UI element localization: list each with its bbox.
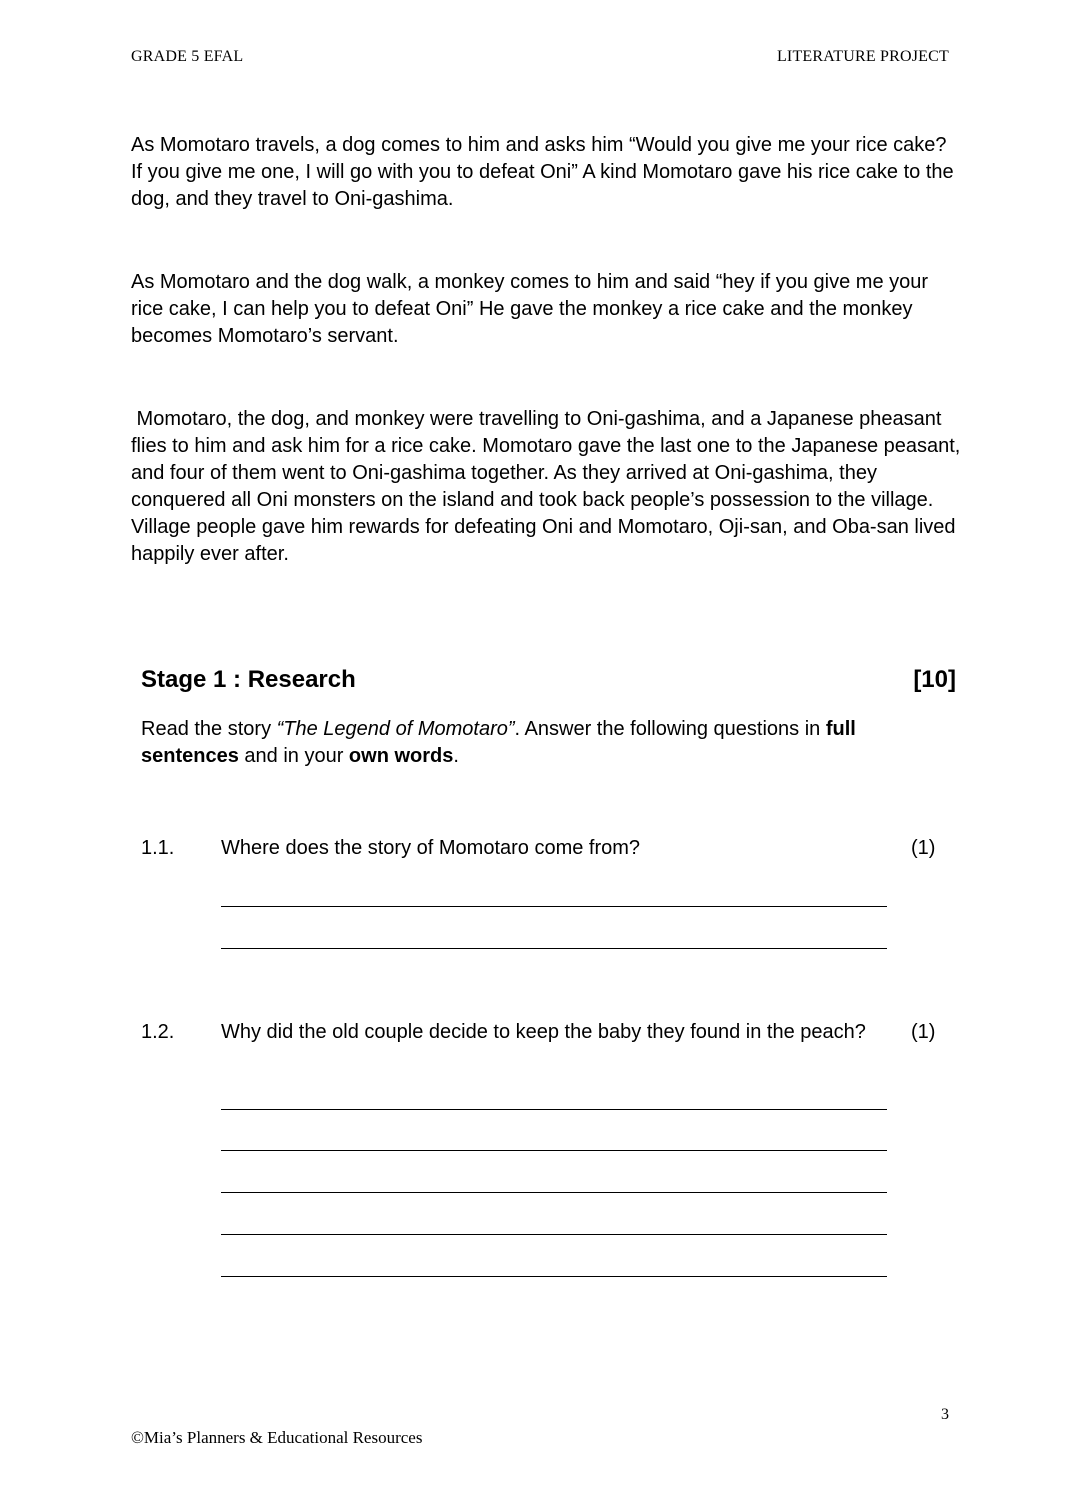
question-2-answer-line-1[interactable] (221, 1109, 887, 1110)
header-project-title: LITERATURE PROJECT (776, 48, 949, 65)
page-number: 3 (941, 1406, 949, 1423)
instructions-emphasis-own-words: own words (348, 745, 454, 767)
instructions-text-2: . Answer the following questions in (514, 718, 826, 740)
stage-instructions (141, 716, 921, 770)
question-2-answer-line-3[interactable] (221, 1192, 887, 1193)
question-1-answer-line-2[interactable] (221, 948, 887, 949)
story-paragraph-3: Momotaro, the dog, and monkey were travelling to Oni-gashima, and a Japanese pheasant flies to him and ask him for a rice cake. Momotaro gave the last one to the Japanese peasant, and four of them went to Oni-gashima together. As they arrived at Oni-gashima, they conquered all Oni monsters on the island and took back people’s possession to the village. Village people gave him rewards for defeating Oni and Momotaro, Oji-san, and Oba-san lived happily ever after. (131, 408, 961, 565)
stage-title: Stage 1 : Research (141, 666, 356, 693)
stage-total-marks: [10] (913, 666, 956, 693)
question-1-text: Where does the story of Momotaro come from? (221, 837, 641, 859)
question-2-answer-line-2[interactable] (221, 1150, 887, 1151)
question-1-marks: (1) (911, 837, 936, 859)
header-grade: GRADE 5 EFAL (131, 48, 244, 65)
instructions-text-4: . (453, 745, 459, 767)
instructions-text-1: Read the story (141, 718, 277, 740)
question-1-number: 1.1. (141, 837, 175, 859)
question-2-number: 1.2. (141, 1021, 175, 1043)
footer-copyright: ©Mia’s Planners & Educational Resources (131, 1428, 423, 1447)
question-2-answer-line-5[interactable] (221, 1276, 887, 1277)
story-paragraph-1: As Momotaro travels, a dog comes to him and asks him “Would you give me your rice cake? If you give me one, I will go with you to defeat Oni” A kind Momotaro gave his rice cake to the dog, and they travel to Oni-gashima. (131, 134, 954, 210)
question-2-answer-line-4[interactable] (221, 1234, 887, 1235)
question-2-marks: (1) (911, 1021, 936, 1043)
instructions-text-3: and in your (238, 745, 349, 767)
story-paragraph-2: As Momotaro and the dog walk, a monkey comes to him and said “hey if you give me your rice cake, I can help you to defeat Oni” He gave the monkey a rice cake and the monkey becomes Momotaro’s servant. (131, 271, 929, 347)
instructions-story-title: “The Legend of Momotaro” (276, 718, 515, 740)
question-1-answer-line-1[interactable] (221, 906, 887, 907)
instructions-emphasis-full-sentences: full sentences (141, 718, 856, 767)
question-2-text: Why did the old couple decide to keep the baby they found in the peach? (221, 1021, 866, 1043)
